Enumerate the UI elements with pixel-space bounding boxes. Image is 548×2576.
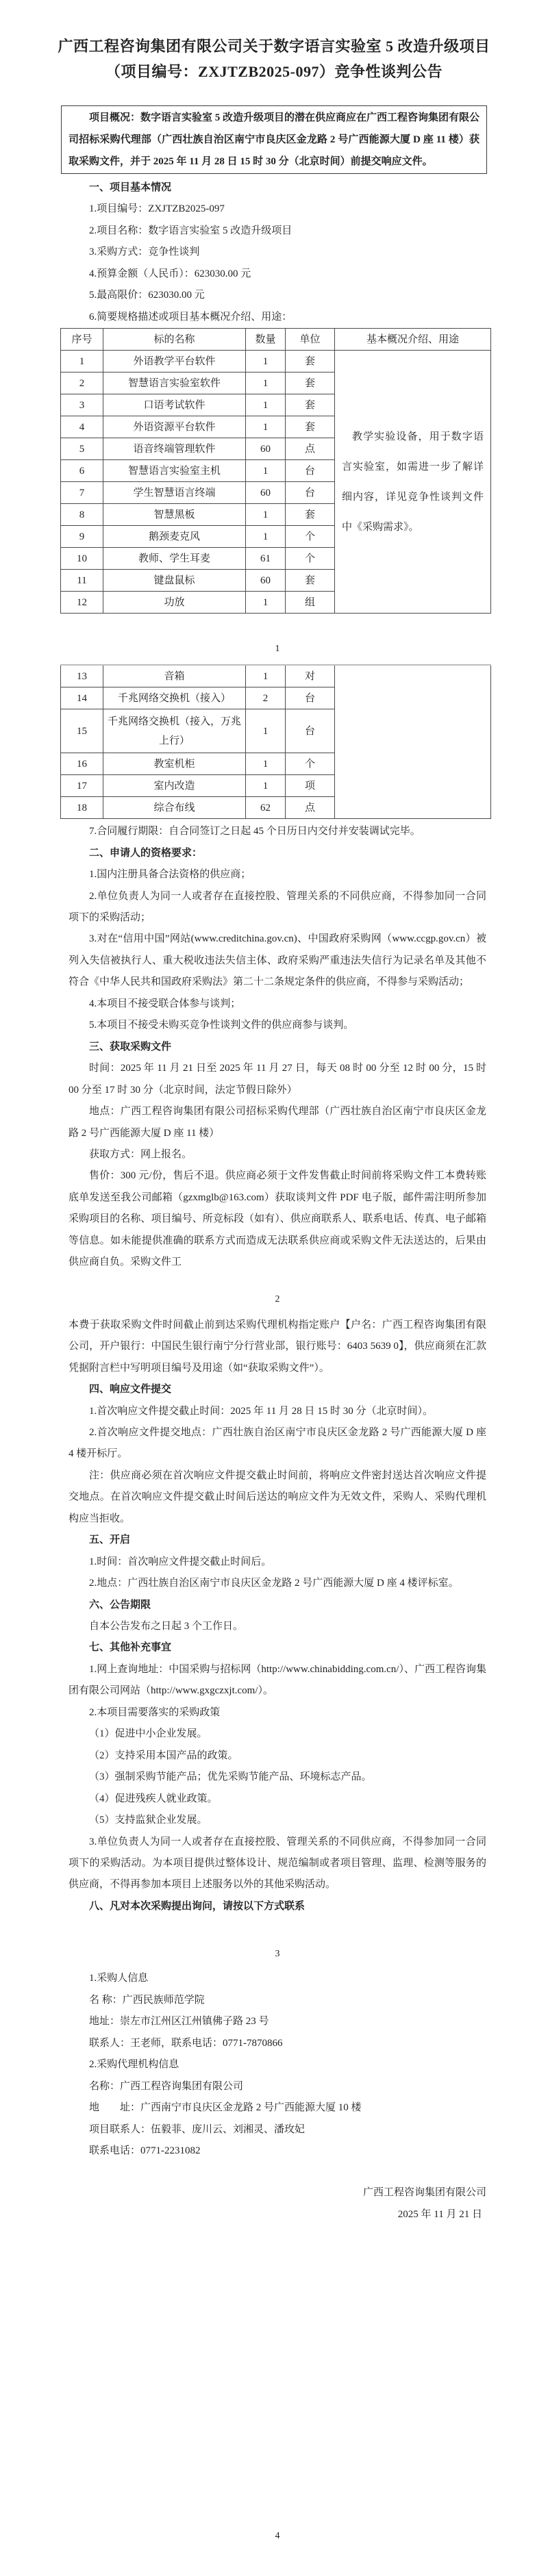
paragraph-qualification-3: 3.对在“信用中国”网站(www.creditchina.gov.cn)、中国政府采购网（www.ccgp.gov.cn）被列入失信被执行人、重大税收违法失信主体、政府采购严重违法失信行为记录名单及其他不符合《中华人民共和国政府采购法》第二十二条规定条件的供应商，不得参与采购活动； xyxy=(68,933,486,988)
paragraph-purchaser-info: 1.采购人信息 xyxy=(89,1973,149,1984)
section-heading-3: 三、获取采购文件 xyxy=(89,1041,172,1052)
paragraph-budget: 4.预算金额（人民币）：623030.00 元 xyxy=(89,268,251,279)
cell-qty: 2 xyxy=(246,687,286,709)
cell-qty: 1 xyxy=(246,394,286,416)
cell-qty: 1 xyxy=(246,504,286,526)
cell-name: 语音终端管理软件 xyxy=(103,438,246,460)
cell-unit: 套 xyxy=(286,570,335,592)
cell-name: 千兆网络交换机（接入） xyxy=(103,687,246,709)
cell-unit: 套 xyxy=(286,504,335,526)
header-name: 标的名称 xyxy=(103,329,246,351)
cell-name: 智慧黑板 xyxy=(103,504,246,526)
table-row xyxy=(61,665,491,687)
cell-no: 17 xyxy=(61,775,103,797)
cell-no: 11 xyxy=(61,570,103,592)
paragraph-qualification-5: 5.本项目不接受未购买竞争性谈判文件的供应商参与谈判。 xyxy=(89,1020,354,1031)
paragraph-other-3: 3.单位负责人为同一人或者存在直接控股、管理关系的不同供应商，不得参加同一合同项下的采购活动。为本项目提供过整体设计、规范编制或者项目管理、监理、检测等服务的供应商，不得再参加本项目上述服务以外的其他采购活动。 xyxy=(68,1836,486,1891)
paragraph-project-name: 2.项目名称：数字语言实验室 5 改造升级项目 xyxy=(89,225,292,236)
page2-text xyxy=(68,821,486,1274)
paragraph-price-cap: 5.最高限价：623030.00 元 xyxy=(89,290,205,301)
cell-no: 15 xyxy=(61,709,103,753)
paragraph-policy-5: （5）支持监狱企业发展。 xyxy=(89,1815,208,1826)
cell-no: 14 xyxy=(61,687,103,709)
page-number-2: 2 xyxy=(275,1293,280,1304)
cell-name: 鹅颈麦克风 xyxy=(103,526,246,548)
paragraph-obtain-method: 获取方式：网上报名。 xyxy=(89,1148,192,1160)
cell-name: 教室机柜 xyxy=(103,753,246,775)
table-header-row xyxy=(61,329,491,351)
title-line-1: 广西工程咨询集团有限公司关于数字语言实验室 5 改造升级项目 xyxy=(58,38,490,55)
paragraph-qualification-1: 1.国内注册具备合法资格的供应商； xyxy=(89,869,251,881)
cell-no: 3 xyxy=(61,394,103,416)
header-no: 序号 xyxy=(61,329,103,351)
goods-table-part2-wrap xyxy=(68,664,486,819)
cell-qty: 62 xyxy=(246,797,286,819)
cell-qty: 1 xyxy=(246,753,286,775)
cell-unit: 台 xyxy=(286,460,335,482)
paragraph-spec-intro: 6.简要规格描述或项目基本概况介绍、用途： xyxy=(89,311,292,323)
cell-unit: 套 xyxy=(286,351,335,372)
signature-date: 2025 年 11 月 21 日 xyxy=(397,2208,482,2220)
cell-unit: 台 xyxy=(286,482,335,504)
cell-unit: 台 xyxy=(286,687,335,709)
header-qty: 数量 xyxy=(246,329,286,351)
section-heading-7: 七、其他补充事宜 xyxy=(89,1642,172,1654)
paragraph-policy-2: （2）支持采用本国产品的政策。 xyxy=(89,1750,238,1761)
paragraph-price-part2: 本费于获取采购文件时间截止前到达采购代理机构指定账户【户名：广西工程咨询集团有限公司，开户银行：中国民生银行南宁分行营业部，银行账号：6403 5639 0】，供应商须在汇款凭据附言栏中写明项目编号及用途（如“获取采购文件”）。 xyxy=(68,1319,486,1374)
cell-name: 功放 xyxy=(103,592,246,614)
paragraph-policy-intro: 2.本项目需要落实的采购政策 xyxy=(89,1706,221,1718)
section-heading-2: 二、申请人的资格要求： xyxy=(89,847,203,859)
title-line-2: （项目编号：ZXJTZB2025-097）竞争性谈判公告 xyxy=(105,63,443,80)
cell-unit: 项 xyxy=(286,775,335,797)
section-heading-1: 一、项目基本情况 xyxy=(89,182,172,193)
cell-no: 4 xyxy=(61,416,103,438)
cell-name: 音箱 xyxy=(103,665,246,687)
cell-no: 1 xyxy=(61,351,103,372)
table-row xyxy=(61,351,491,372)
paragraph-agency-phone: 联系电话：0771-2231082 xyxy=(89,2145,201,2156)
paragraph-policy-4: （4）促进残疾人就业政策。 xyxy=(89,1793,218,1804)
cell-qty: 1 xyxy=(246,372,286,394)
cell-no: 16 xyxy=(61,753,103,775)
cell-name: 教师、学生耳麦 xyxy=(103,548,246,570)
goods-table-part2 xyxy=(60,664,491,819)
cell-no: 18 xyxy=(61,797,103,819)
goods-table-part1 xyxy=(60,328,491,614)
cell-qty: 60 xyxy=(246,482,286,504)
cell-no: 7 xyxy=(61,482,103,504)
paragraph-policy-3: （3）强制采购节能产品；优先采购节能产品、环境标志产品。 xyxy=(89,1771,372,1783)
cell-qty: 1 xyxy=(246,775,286,797)
cell-description-continued xyxy=(335,665,491,819)
cell-unit: 对 xyxy=(286,665,335,687)
cell-no: 13 xyxy=(61,665,103,687)
cell-qty: 1 xyxy=(246,526,286,548)
paragraph-contract-term: 7.合同履行期限：自合同签订之日起 45 个日历日内交付并安装调试完毕。 xyxy=(89,826,421,837)
cell-unit: 套 xyxy=(286,416,335,438)
cell-unit: 组 xyxy=(286,592,335,614)
signature-company: 广西工程咨询集团有限公司 xyxy=(362,2187,486,2199)
header-unit: 单位 xyxy=(286,329,335,351)
cell-qty: 1 xyxy=(246,416,286,438)
paragraph-open-time: 1.时间：首次响应文件提交截止时间后。 xyxy=(89,1556,272,1567)
cell-qty: 60 xyxy=(246,570,286,592)
section-heading-6: 六、公告期限 xyxy=(89,1599,151,1611)
header-desc: 基本概况介绍、用途 xyxy=(335,329,491,351)
section-heading-4: 四、响应文件提交 xyxy=(89,1384,172,1396)
paragraph-policy-1: （1）促进中小企业发展。 xyxy=(89,1728,208,1740)
paragraph-online-query: 1.网上查询地址：中国采购与招标网（http://www.chinabidding.com.cn/）、广西工程咨询集团有限公司网站（http://www.gxgczxjt.com/）。 xyxy=(68,1663,486,1697)
paragraph-submit-deadline: 1.首次响应文件提交截止时间：2025 年 11 月 28 日 15 时 30 分（北京时间）。 xyxy=(89,1405,433,1417)
document-body xyxy=(68,177,486,2542)
cell-unit: 台 xyxy=(286,709,335,753)
cell-no: 10 xyxy=(61,548,103,570)
paragraph-obtain-time: 时间：2025 年 11 月 21 日至 2025 年 11 月 27 日，每天 08 时 00 分至 12 时 00 分，15 时 00 分至 17 时 30 分（北京时间，法定节假日除外） xyxy=(68,1063,486,1096)
paragraph-agency-info: 2.采购代理机构信息 xyxy=(89,2059,179,2071)
document-title xyxy=(0,0,548,84)
cell-qty: 1 xyxy=(246,460,286,482)
paragraph-project-no: 1.项目编号：ZXJTZB2025-097 xyxy=(89,203,225,215)
cell-name: 千兆网络交换机（接入，万兆上行） xyxy=(103,709,246,753)
section-heading-8: 八、凡对本次采购提出询问，请按以下方式联系 xyxy=(89,1900,306,1912)
paragraph-qualification-2: 2.单位负责人为同一人或者存在直接控股、管理关系的不同供应商，不得参加同一合同项下的采购活动； xyxy=(68,890,486,923)
page-number-4: 4 xyxy=(275,2531,280,2542)
cell-name: 学生智慧语言终端 xyxy=(103,482,246,504)
page4-text xyxy=(68,1968,486,2225)
paragraph-purchaser-address: 地址：崇左市江州区江州镇佛子路 23 号 xyxy=(89,2016,269,2028)
cell-qty: 1 xyxy=(246,709,286,753)
paragraph-submit-note: 注：供应商必须在首次响应文件提交截止时间前，将响应文件密封送达首次响应文件提交地点。在首次响应文件提交截止时间后送达的响应文件为无效文件，采购人、采购代理机构应当拒收。 xyxy=(68,1469,486,1524)
page3-text xyxy=(68,1315,486,1918)
cell-unit: 点 xyxy=(286,438,335,460)
cell-name: 综合布线 xyxy=(103,797,246,819)
section-heading-5: 五、开启 xyxy=(89,1535,131,1546)
paragraph-agency-address: 地 址：广西南宁市良庆区金龙路 2 号广西能源大厦 10 楼 xyxy=(89,2102,362,2114)
cell-qty: 60 xyxy=(246,438,286,460)
cell-unit: 个 xyxy=(286,753,335,775)
paragraph-submit-place: 2.首次响应文件提交地点：广西壮族自治区南宁市良庆区金龙路 2 号广西能源大厦 D 座 4 楼开标厅。 xyxy=(68,1426,486,1460)
page-number-1: 1 xyxy=(275,644,280,655)
paragraph-obtain-place: 地点：广西工程咨询集团有限公司招标采购代理部（广西壮族自治区南宁市良庆区金龙路 2 号广西能源大厦 D 座 11 楼） xyxy=(68,1106,486,1139)
cell-qty: 1 xyxy=(246,592,286,614)
cell-no: 2 xyxy=(61,372,103,394)
paragraph-agency-name: 名称：广西工程咨询集团有限公司 xyxy=(89,2080,244,2092)
cell-no: 9 xyxy=(61,526,103,548)
paragraph-agency-contacts: 项目联系人：伍毅菲、庞川云、刘湘灵、潘玫妃 xyxy=(89,2123,306,2135)
cell-no: 12 xyxy=(61,592,103,614)
paragraph-open-place: 2.地点：广西壮族自治区南宁市良庆区金龙路 2 号广西能源大厦 D 座 4 楼评标室。 xyxy=(89,1578,459,1589)
cell-name: 外语教学平台软件 xyxy=(103,351,246,372)
paragraph-procurement-method: 3.采购方式：竞争性谈判 xyxy=(89,247,200,258)
cell-name: 智慧语言实验室软件 xyxy=(103,372,246,394)
cell-no: 5 xyxy=(61,438,103,460)
cell-description-merged: 教学实验设备，用于数字语言实验室，如需进一步了解详细内容，详见竞争性谈判文件中《采购需求》。 xyxy=(335,351,491,614)
cell-name: 智慧语言实验室主机 xyxy=(103,460,246,482)
cell-qty: 1 xyxy=(246,665,286,687)
cell-name: 室内改造 xyxy=(103,775,246,797)
cell-qty: 61 xyxy=(246,548,286,570)
cell-name: 口语考试软件 xyxy=(103,394,246,416)
cell-name: 外语资源平台软件 xyxy=(103,416,246,438)
cell-unit: 个 xyxy=(286,548,335,570)
cell-unit: 点 xyxy=(286,797,335,819)
cell-no: 8 xyxy=(61,504,103,526)
paragraph-price-part1: 售价：300 元/份，售后不退。供应商必须于文件发售截止时间前将采购文件工本费转账底单发送至我公司邮箱（gzxmglb@163.com）获取谈判文件 PDF 电子版，邮件需注明所参加采购项目的名称、项目编号、所竞标段（如有）、供应商联系人、联系电话、传真、电子邮箱等信息。如未能提供准确的联系方式而造成无法联系供应商或采购文件无法送达的，后果由供应商自负。采购文件工 xyxy=(68,1170,486,1268)
cell-qty: 1 xyxy=(246,351,286,372)
cell-name: 键盘鼠标 xyxy=(103,570,246,592)
cell-unit: 个 xyxy=(286,526,335,548)
paragraph-purchaser-contact: 联系人：王老师，联系电话：0771-7870866 xyxy=(89,2037,283,2049)
cell-no: 6 xyxy=(61,460,103,482)
cell-unit: 套 xyxy=(286,372,335,394)
paragraph-notice-period: 自本公告发布之日起 3 个工作日。 xyxy=(89,1621,244,1632)
paragraph-purchaser-name: 名 称：广西民族师范学院 xyxy=(89,1994,205,2006)
page-number-3: 3 xyxy=(275,1949,280,1960)
cell-unit: 套 xyxy=(286,394,335,416)
project-overview-box: 项目概况：数字语言实验室 5 改造升级项目的潜在供应商应在广西工程咨询集团有限公司招标采购代理部（广西壮族自治区南宁市良庆区金龙路 2 号广西能源大厦 D 座 11 楼）获取采购文件，并于 2025 年 11 月 28 日 15 时 30 分（北京时间）前提交响应文件。 xyxy=(61,105,487,174)
paragraph-qualification-4: 4.本项目不接受联合体参与谈判； xyxy=(89,998,241,1009)
